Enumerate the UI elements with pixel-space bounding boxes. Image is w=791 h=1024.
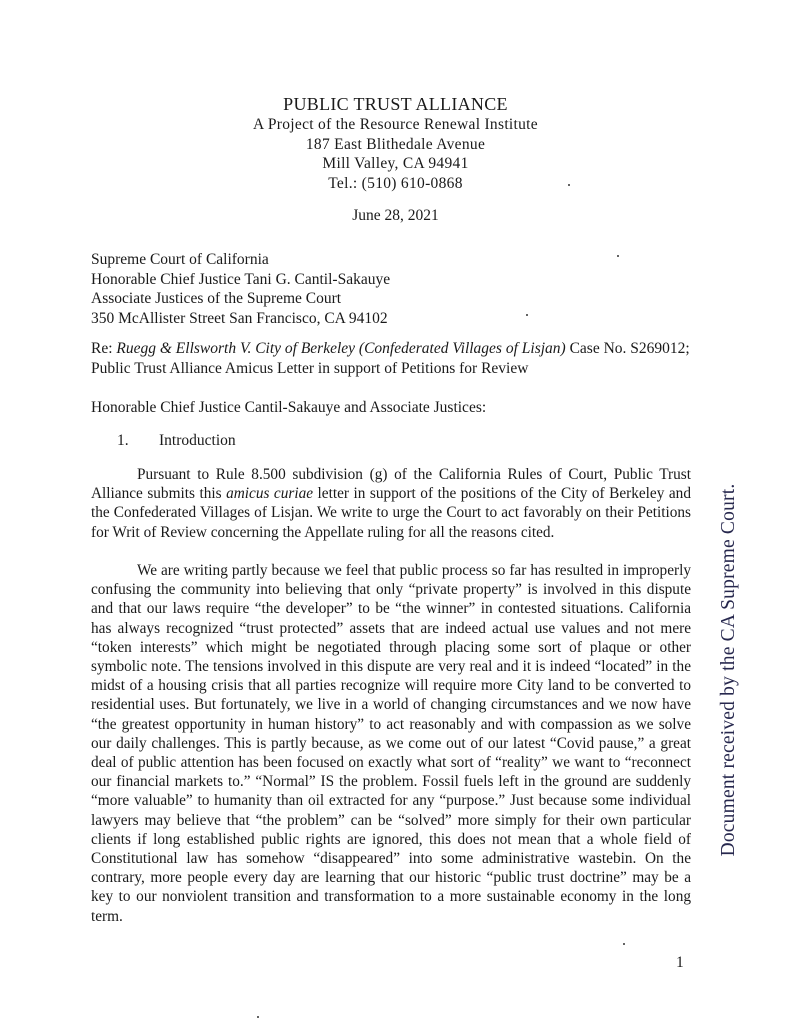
scan-speck	[623, 943, 625, 945]
salutation: Honorable Chief Justice Cantil-Sakauye and Associate Justices:	[91, 399, 487, 416]
recipient-line-1: Supreme Court of California	[91, 251, 269, 268]
recipient-line-3: Associate Justices of the Supreme Court	[91, 290, 342, 307]
paragraph-1-before: Pursuant to Rule 8.500 subdivision (g) of the California Rules of Court, Public Trust Alliance submits this	[91, 466, 691, 503]
re-prefix: Re:	[91, 340, 117, 357]
paragraph-1-after: letter in support of the positions of the City of Berkeley and the Confederated Villages of Lisjan. We write to urge the Court to act favorably on their Petitions for Writ of Review concerning the Appellate ruling for all the reasons cited.	[91, 485, 691, 541]
scan-speck	[568, 184, 570, 186]
re-case-name: Ruegg & Ellsworth V. City of Berkeley (Confederated Villages of Lisjan)	[116, 340, 566, 357]
scan-speck	[617, 255, 619, 257]
court-received-stamp	[694, 460, 764, 880]
recipient-line-4: 350 McAllister Street San Francisco, CA 94102	[91, 309, 388, 327]
page-number: 1	[676, 954, 684, 971]
section-heading	[117, 431, 717, 451]
re-line	[91, 339, 691, 378]
re-line-1	[91, 339, 691, 359]
letterhead	[0, 93, 791, 193]
re-case-number: Case No. S269012;	[565, 340, 690, 357]
paragraph-1	[91, 465, 691, 542]
scan-speck	[526, 314, 528, 316]
section-title: Introduction	[159, 432, 236, 449]
organization-street: 187 East Blithedale Avenue	[305, 135, 486, 153]
scan-speck	[257, 1016, 259, 1018]
recipient-line-2: Honorable Chief Justice Tani G. Cantil-Sakauye	[91, 270, 391, 288]
letter-date: June 28, 2021	[352, 207, 439, 224]
re-line-2: Public Trust Alliance Amicus Letter in support of Petitions for Review	[91, 359, 529, 377]
organization-project: A Project of the Resource Renewal Institute	[253, 116, 538, 133]
stamp-text: Document received by the CA Supreme Court.	[718, 483, 739, 857]
organization-name: PUBLIC TRUST ALLIANCE	[283, 94, 508, 114]
organization-city: Mill Valley, CA 94941	[322, 155, 469, 172]
section-number: 1.	[117, 432, 129, 449]
paragraph-2: We are writing partly because we feel that public process so far has resulted in improperly confusing the community into believing that only “private property” is involved in this dispute and that our laws require “the developer” to be “the winner” in contested situations. California has always recognized “trust protected” assets that are indeed actual use values and not mere “token interests” which might be negotiated through placing some sort of plaque or other symbolic note. The tensions involved in this dispute are very real and it is indeed “located” in the midst of a housing crisis that all parties recognize will require more City land to be converted to residential uses. But fortunately, we live in a world of changing circumstances and we now have “the greatest opportunity in human history” to act reasonably and with compassion as we solve our daily challenges. This is partly because, as we come out of our latest “Covid pause,” a great deal of public attention has been focused on exactly what sort of “reality” we want to “reconnect our financial markets to.” “Normal” IS the problem. Fossil fuels left in the ground are suddenly “more valuable” to humanity than oil extracted for any “purpose.” Just because some individual lawyers may believe that “the problem” can be “solved” more simply for their own particular clients if long established public rights are ignored, this does not mean that a whole field of Constitutional law has somehow “disappeared” into some administrative wastebin. On the contrary, more people every day are learning that our historic “public trust doctrine” may be a key to our nonviolent transition and transformation to a more sustainable economy in the long term.	[91, 562, 691, 925]
paragraph-1-italic: amicus curiae	[226, 485, 314, 503]
recipient-address	[91, 250, 691, 328]
organization-phone: Tel.: (510) 610-0868	[328, 174, 463, 192]
